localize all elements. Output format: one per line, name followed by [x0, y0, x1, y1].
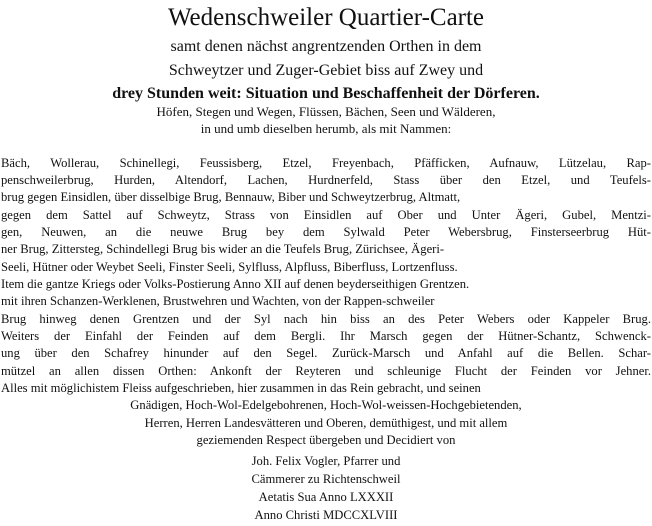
- body-line-12: ung über den Schafrey hinunder auf den Segel. Zurück-Marsch und Anfahl auf die Bellen. Schar-: [1, 346, 651, 360]
- intro-line-1: Höfen, Stegen und Wegen, Flüssen, Bächen, Seen und Wälderen,: [156, 104, 496, 119]
- body-line-5: gen, Neuwen, an die neuwe Brug bey dem Sylwald Peter Webersbrug, Finsterseerbrug Hüt-: [1, 225, 651, 239]
- body-line-8: Item die gantze Kriegs oder Volks-Postierung Anno XII auf denen beyderseithigen Grentzen.: [1, 277, 470, 291]
- body-line-3: brug gegen Einsidlen, über disselbige Brug, Bennauw, Biber und Schweytzerbrug, Altmatt,: [1, 190, 461, 204]
- subtitle-line-3: drey Stunden weit: Situation und Beschaffenheit der Dörferen.: [112, 85, 540, 102]
- body-line-9: mit ihren Schanzen-Werklenen, Brustwehren und Wachten, von der Rappen-schweiler: [1, 294, 435, 308]
- body-line-4: gegen dem Sattel auf Schweytz, Strass von Einsidlen auf Ober und Unter Ägeri, Gubel, Mentzi-: [1, 208, 651, 222]
- body-line-1: Bäch, Wollerau, Schinellegi, Feussisberg, Etzel, Freyenbach, Pfäfficken, Aufnauw, Lützelau, Rap-: [1, 156, 651, 170]
- body-line-2: penschweilerbrug, Hurden, Altendorf, Lachen, Hurdnerfeld, Stass über den Etzel, und Teufels-: [1, 173, 651, 187]
- signature-line-4: Anno Christi MDCCXLVIII: [254, 508, 398, 522]
- signature-line-1: Joh. Felix Vogler, Pfarrer und: [251, 454, 401, 468]
- signature-line-3: Aetatis Sua Anno LXXXII: [258, 490, 394, 504]
- dedication-line-1: Gnädigen, Hoch-Wol-Edelgebohrenen, Hoch-Wol-weissen-Hochgebietenden,: [130, 398, 522, 412]
- intro-line-2: in und umb dieselben herumb, als mit Nammen:: [200, 121, 452, 136]
- subtitle-line-2: Schweytzer und Zuger-Gebiet biss auf Zwey und: [168, 62, 484, 79]
- body-line-6: ner Brug, Zittersteg, Schindellegi Brug bis wider an die Teufels Brug, Zürichsee, Ägeri-: [1, 242, 445, 256]
- dedication-line-3: geziemenden Respect übergeben und Decidiert von: [196, 433, 456, 447]
- body-line-7: Seeli, Hütner oder Weybet Seeli, Finster Seeli, Sylfluss, Alpfluss, Biberfluss, Lortzenfluss.: [1, 260, 458, 274]
- body-line-13: mützel an allen dissen Orthen: Ankonft der Reyteren und schleunige Flucht der Feinden vor Jehner.: [1, 364, 651, 378]
- dedication-line-2: Herren, Herren Landesvätteren und Oberen, demüthigest, und mit allem: [144, 416, 508, 430]
- body-line-11: Weiters der Einfahl der Feinden auf dem Bergli. Ihr Marsch gegen der Hütner-Schantz, Schwenck-: [1, 329, 651, 343]
- signature-line-2: Cämmerer zu Richtenschweil: [251, 472, 401, 486]
- body-line-14: Alles mit möglichistem Fleiss aufgeschrieben, hier zusammen in das Rein gebracht, und seinen: [1, 381, 481, 395]
- body-line-10: Brug hinweg denen Grentzen und der Syl nach hin biss an des Peter Webers oder Kappeler Brug.: [1, 312, 651, 326]
- subtitle-line-1: samt denen nächst angrentzenden Orthen in dem: [170, 38, 482, 55]
- page-title: Wedenschweiler Quartier-Carte: [167, 4, 485, 31]
